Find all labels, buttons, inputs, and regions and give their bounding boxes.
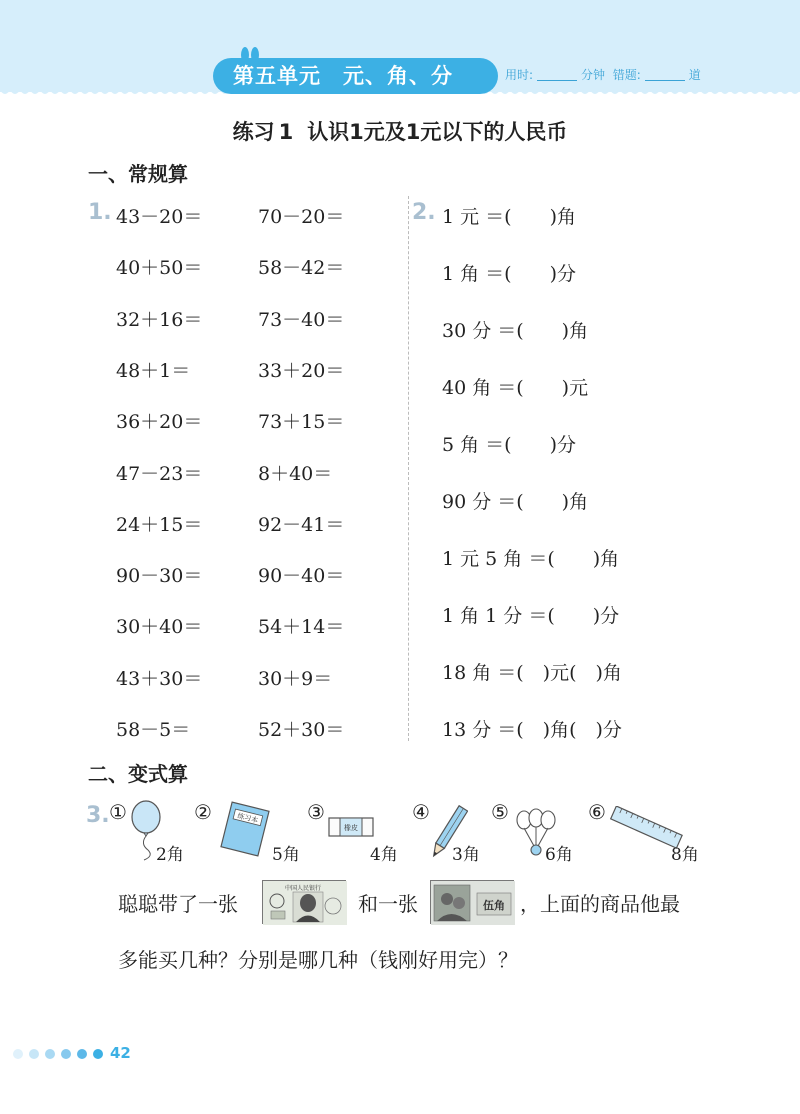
unit-conversion-10[interactable]: 13 分 ＝( )角( )分	[442, 719, 622, 741]
equation-right-4[interactable]: 33＋20＝	[258, 360, 345, 382]
time-label: 用时:	[505, 68, 534, 82]
equation-left-6[interactable]: 47－23＝	[116, 463, 203, 485]
count-label: 道	[688, 68, 701, 82]
equation-left-4[interactable]: 48＋1＝	[116, 360, 191, 382]
item-index-3: ③	[307, 800, 325, 824]
error-blank[interactable]	[645, 68, 685, 81]
equation-right-9[interactable]: 54＋14＝	[258, 616, 345, 638]
unit-title-badge	[213, 58, 498, 94]
equation-right-7[interactable]: 92－41＝	[258, 514, 345, 536]
unit-conversion-3[interactable]: 30 分 ＝( )角	[442, 320, 589, 342]
one-yuan-banknote	[262, 880, 346, 924]
eraser-icon	[328, 815, 374, 839]
equation-right-2[interactable]: 58－42＝	[258, 257, 345, 279]
unit-conversion-4[interactable]: 40 角 ＝( )元	[442, 377, 589, 399]
problem-text-line1	[118, 888, 238, 917]
lesson-label: 练习	[232, 120, 275, 144]
item-price-3: 4角	[370, 845, 398, 865]
five-jiao-banknote	[430, 880, 514, 924]
equation-left-8[interactable]: 90－30＝	[116, 565, 203, 587]
lesson-number: 1	[278, 120, 294, 144]
unit-conversion-5[interactable]: 5 角 ＝( )分	[442, 434, 576, 456]
equation-left-5[interactable]: 36＋20＝	[116, 411, 203, 433]
time-blank[interactable]	[537, 68, 577, 81]
equation-left-2[interactable]: 40＋50＝	[116, 257, 203, 279]
equation-right-10[interactable]: 30＋9＝	[258, 668, 333, 690]
equation-left-3[interactable]: 32＋16＝	[116, 309, 203, 331]
question-number-2: 2.	[412, 200, 436, 225]
problem-text-part-b: 和一张	[358, 892, 418, 916]
equation-right-8[interactable]: 90－40＝	[258, 565, 345, 587]
eraser-sleeve-text: 橡皮	[344, 824, 358, 832]
item-index-4: ④	[412, 800, 430, 824]
problem-text-part-c-wrap	[520, 888, 680, 917]
problem-text-part-b-wrap	[358, 888, 418, 917]
item-price-6: 8角	[671, 845, 699, 865]
section-heading-regular: 一、常规算	[88, 162, 188, 186]
unit-conversion-8[interactable]: 1 角 1 分 ＝( )分	[442, 605, 620, 627]
unit-conversion-2[interactable]: 1 角 ＝( )分	[442, 263, 576, 285]
item-price-1: 2角	[156, 845, 184, 865]
banknote-denomination-text: 伍角	[483, 899, 505, 912]
equation-right-11[interactable]: 52＋30＝	[258, 719, 345, 741]
unit-conversion-6[interactable]: 90 分 ＝( )角	[442, 491, 589, 513]
equation-left-9[interactable]: 30＋40＝	[116, 616, 203, 638]
equation-left-1[interactable]: 43－20＝	[116, 206, 203, 228]
problem-text-part-c: ，上面的商品他最	[520, 892, 680, 916]
notebook-cover-text: 练习本	[236, 811, 259, 825]
unit-conversion-9[interactable]: 18 角 ＝( )元( )角	[442, 662, 622, 684]
minute-label: 分钟	[581, 68, 606, 82]
page-number: 42	[110, 1044, 131, 1062]
time-record	[505, 66, 701, 83]
error-label: 错题:	[612, 68, 641, 82]
equation-right-1[interactable]: 70－20＝	[258, 206, 345, 228]
question-number-3: 3.	[86, 803, 110, 828]
item-price-2: 5角	[272, 845, 300, 865]
problem-text-line2: 多能买几种？分别是哪几种（钱刚好用完）？	[118, 948, 518, 972]
problem-text-part-a: 聪聪带了一张	[118, 892, 238, 916]
equation-right-6[interactable]: 8＋40＝	[258, 463, 333, 485]
item-price-5: 6角	[545, 845, 573, 865]
footer-dots-decoration	[12, 1047, 104, 1061]
equation-right-3[interactable]: 73－40＝	[258, 309, 345, 331]
item-price-4: 3角	[452, 845, 480, 865]
question-number-1: 1.	[88, 200, 112, 225]
lesson-topic: 认识1元及1元以下的人民币	[307, 120, 568, 144]
column-divider	[408, 196, 409, 741]
equation-right-5[interactable]: 73＋15＝	[258, 411, 345, 433]
unit-conversion-7[interactable]: 1 元 5 角 ＝( )角	[442, 548, 620, 570]
notebook-icon	[214, 800, 276, 858]
unit-topic: 元、角、分	[343, 64, 453, 88]
unit-conversion-1[interactable]: 1 元 ＝( )角	[442, 206, 576, 228]
unit-number: 第五单元	[233, 64, 321, 88]
equation-left-7[interactable]: 24＋15＝	[116, 514, 203, 536]
equation-left-11[interactable]: 58－5＝	[116, 719, 191, 741]
equation-left-10[interactable]: 43＋30＝	[116, 668, 203, 690]
banknote-issuer-text: 中国人民银行	[284, 885, 322, 892]
lesson-title	[0, 116, 800, 146]
item-index-6: ⑥	[588, 800, 606, 824]
item-index-5: ⑤	[491, 800, 509, 824]
section-heading-variant: 二、变式算	[88, 762, 188, 786]
item-index-2: ②	[194, 800, 212, 824]
item-index-1: ①	[109, 800, 127, 824]
